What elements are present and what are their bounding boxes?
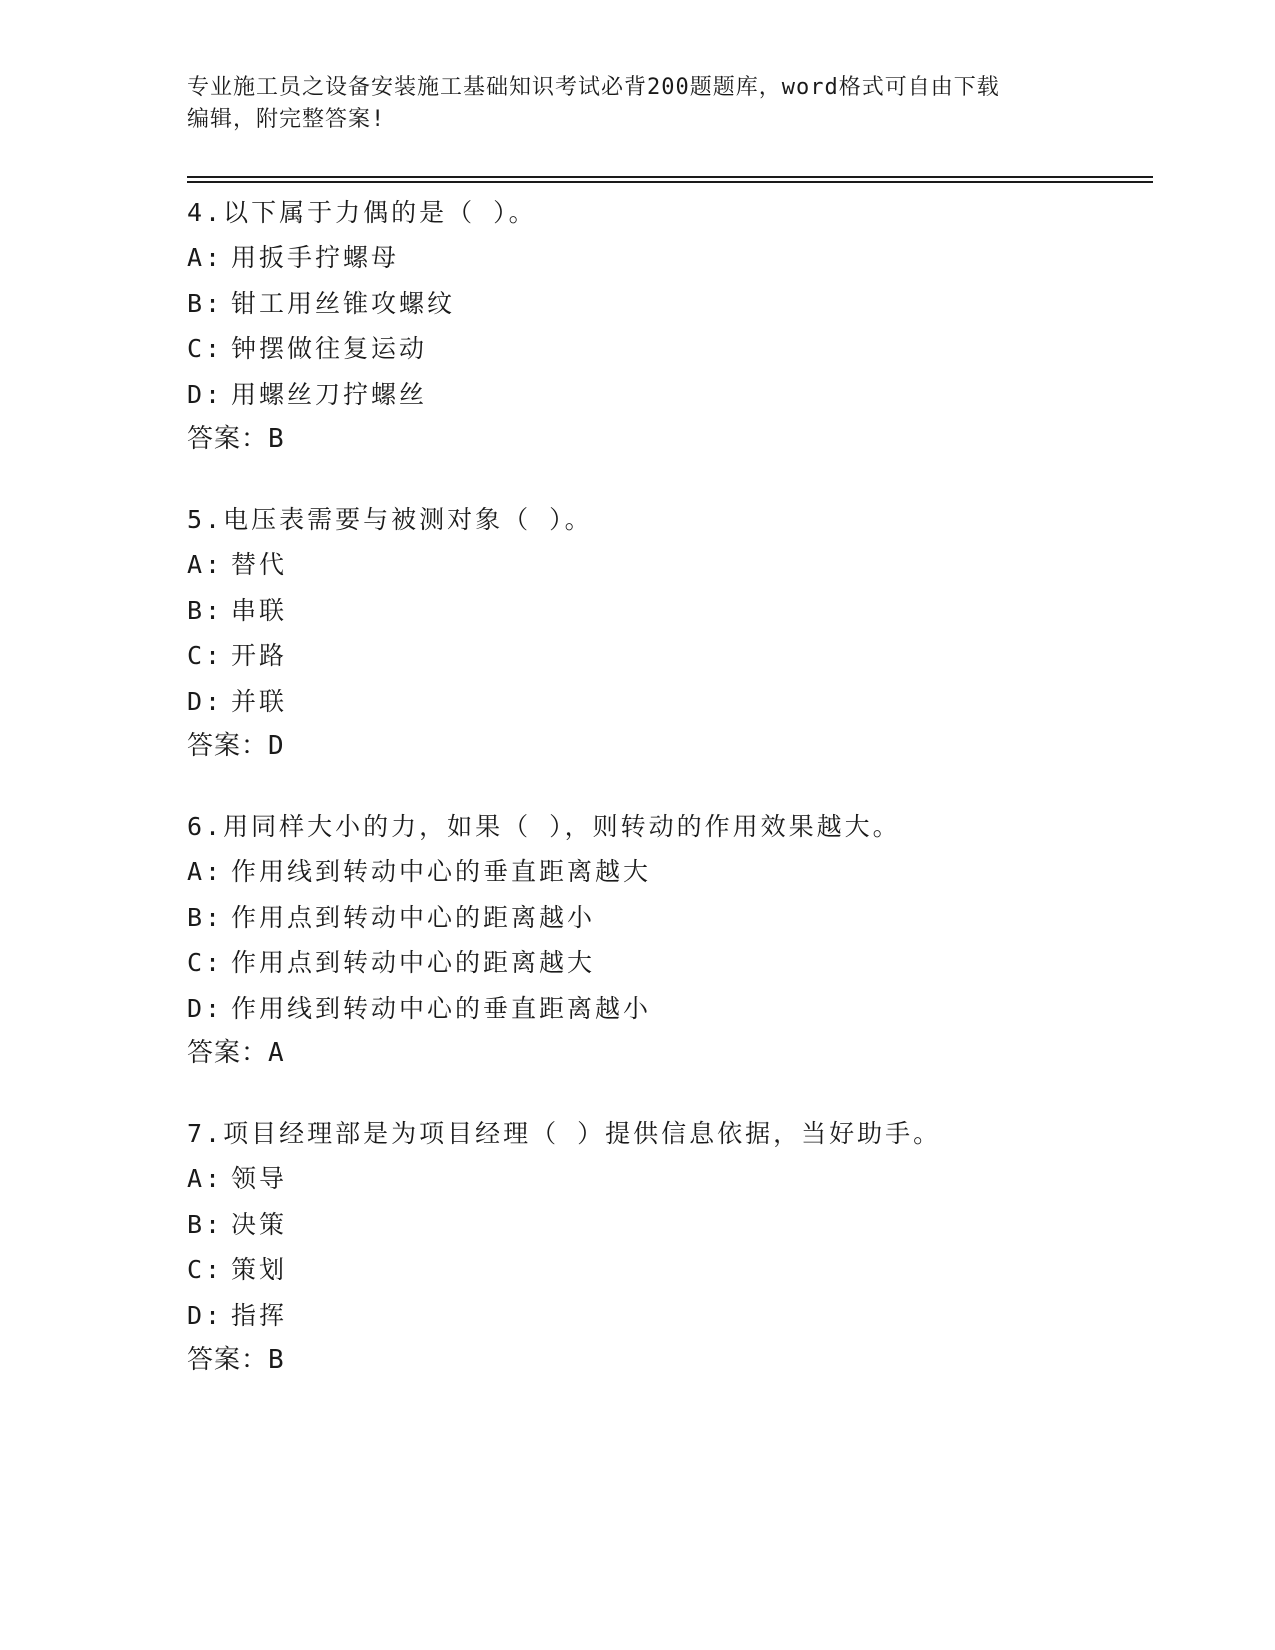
answer-line: 答案：B: [187, 1345, 285, 1375]
option-text: 领导: [231, 1164, 288, 1193]
option-key: B:: [187, 902, 224, 932]
document-header: [187, 72, 1087, 136]
option-key: D:: [187, 686, 224, 716]
header-divider-bottom: [187, 181, 1153, 183]
option-d: [187, 372, 1153, 418]
option-d: [187, 1293, 1153, 1339]
option-text: 并联: [231, 686, 288, 716]
option-key: B:: [187, 288, 224, 318]
option-key: C:: [187, 641, 224, 670]
option-text: 策划: [231, 1255, 288, 1284]
option-c: [187, 1247, 1153, 1293]
option-key: A:: [187, 1164, 224, 1193]
question-stem: 6.用同样大小的力，如果（ ），则转动的作用效果越大。: [187, 812, 901, 841]
option-text: 钳工用丝锥攻螺纹: [231, 288, 456, 318]
option-d: [187, 986, 1153, 1032]
option-key: C:: [187, 334, 224, 363]
option-c: [187, 633, 1153, 679]
option-c: [187, 326, 1153, 372]
question-stem: 5.电压表需要与被测对象（ ）。: [187, 505, 593, 534]
option-a: [187, 849, 1153, 895]
option-a: [187, 235, 1153, 281]
option-text: 替代: [231, 550, 288, 579]
option-d: [187, 679, 1153, 725]
answer-line: 答案：D: [187, 731, 285, 761]
option-b: [187, 281, 1153, 327]
question-list: [187, 190, 1153, 1418]
option-text: 作用线到转动中心的垂直距离越小: [231, 993, 652, 1023]
option-text: 作用点到转动中心的距离越小: [231, 902, 596, 932]
option-key: D:: [187, 1300, 224, 1330]
header-line-2: 编辑，附完整答案!: [187, 107, 386, 132]
option-text: 决策: [231, 1209, 288, 1239]
question-item: [187, 1111, 1153, 1383]
header-line-1: 专业施工员之设备安装施工基础知识考试必背200题题库，word格式可自由下载: [187, 75, 1000, 100]
question-item: [187, 804, 1153, 1076]
question-stem: 7.项目经理部是为项目经理（ ）提供信息依据，当好助手。: [187, 1119, 942, 1148]
option-key: A:: [187, 550, 224, 579]
option-text: 钟摆做往复运动: [231, 334, 428, 363]
option-text: 开路: [231, 641, 288, 670]
option-b: [187, 1202, 1153, 1248]
option-text: 作用点到转动中心的距离越大: [231, 948, 596, 977]
option-key: D:: [187, 379, 224, 409]
option-key: D:: [187, 993, 224, 1023]
option-b: [187, 588, 1153, 634]
option-a: [187, 542, 1153, 588]
option-key: A:: [187, 243, 224, 272]
option-key: B:: [187, 595, 224, 625]
answer-line: 答案：B: [187, 424, 285, 454]
header-divider-top: [187, 176, 1153, 178]
question-item: [187, 190, 1153, 462]
option-key: B:: [187, 1209, 224, 1239]
option-key: C:: [187, 1255, 224, 1284]
option-text: 用扳手拧螺母: [231, 243, 400, 272]
option-key: C:: [187, 948, 224, 977]
option-text: 用螺丝刀拧螺丝: [231, 379, 428, 409]
option-b: [187, 895, 1153, 941]
option-c: [187, 940, 1153, 986]
question-stem: 4.以下属于力偶的是（ ）。: [187, 198, 537, 227]
option-a: [187, 1156, 1153, 1202]
answer-line: 答案：A: [187, 1038, 285, 1068]
option-text: 指挥: [231, 1300, 288, 1330]
option-text: 作用线到转动中心的垂直距离越大: [231, 857, 652, 886]
question-item: [187, 497, 1153, 769]
option-key: A:: [187, 857, 224, 886]
option-text: 串联: [231, 595, 288, 625]
